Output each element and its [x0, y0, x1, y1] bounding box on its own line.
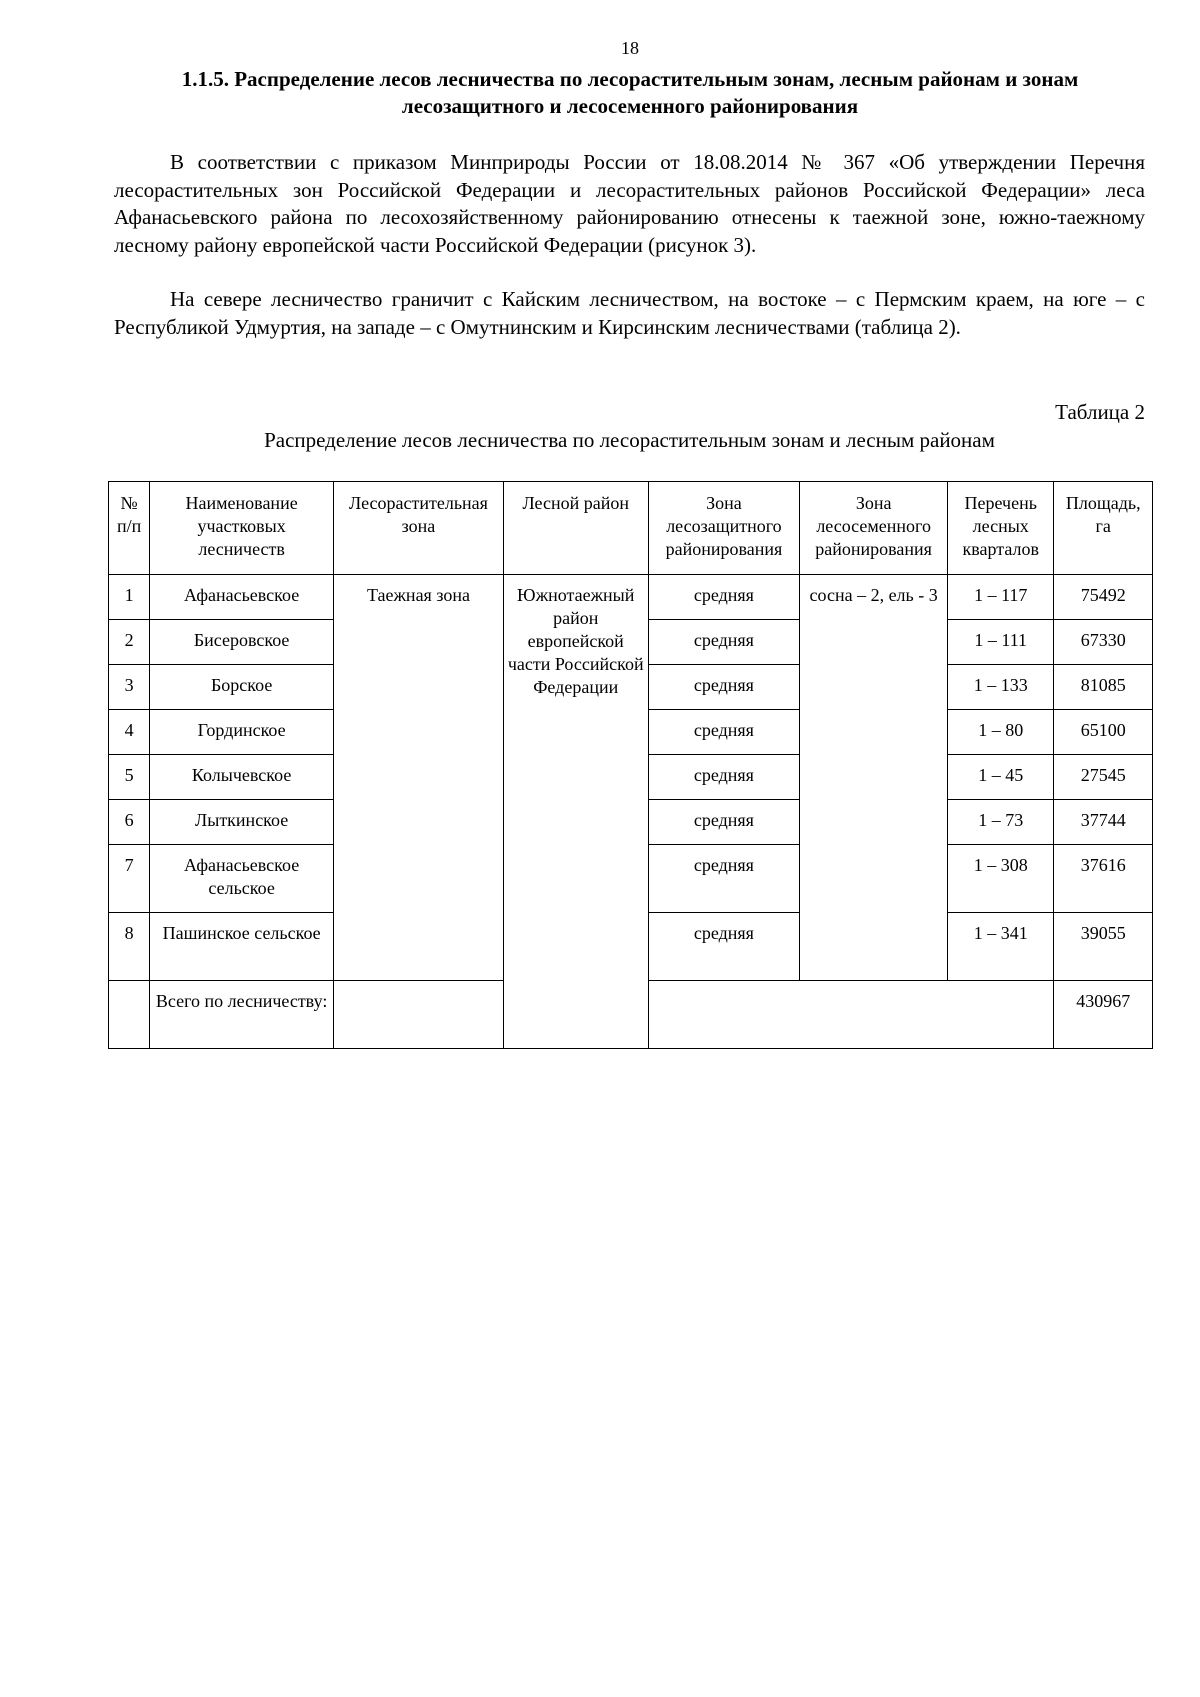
column-header: Перечень лесных кварталов: [947, 482, 1054, 575]
area: 27545: [1054, 755, 1153, 800]
quarters: 1 – 133: [947, 665, 1054, 710]
table-row: [109, 575, 1153, 620]
total-label: Всего по лесничеству:: [150, 981, 334, 1049]
table-row: [109, 710, 1153, 755]
forestry-name: Бисеровское: [150, 620, 334, 665]
protection-zone: средняя: [648, 800, 800, 845]
quarters: 1 – 73: [947, 800, 1054, 845]
forestry-name: Гординское: [150, 710, 334, 755]
quarters: 1 – 45: [947, 755, 1054, 800]
total-empty-span: [334, 981, 1054, 1049]
area: 81085: [1054, 665, 1153, 710]
protection-zone: средняя: [648, 665, 800, 710]
row-number: 7: [109, 845, 150, 913]
row-number: 1: [109, 575, 150, 620]
forestry-name: Лыткинское: [150, 800, 334, 845]
table-header-row: [109, 482, 1153, 575]
quarters: 1 – 341: [947, 913, 1054, 981]
quarters: 1 – 111: [947, 620, 1054, 665]
column-header: Зона лесосеменного районирования: [800, 482, 948, 575]
area: 67330: [1054, 620, 1153, 665]
paragraph: В соответствии с приказом Минприроды России от 18.08.2014 № 367 «Об утверждении Перечня лесорастительных зон Российской Федерации и лесорастительных районов Российской Федерации» леса Афанасьевского района по лесохозяйственному районированию отнесены к таежной зоне, южно-таежному лесному району европейской части Российской Федерации (рисунок 3).: [114, 150, 1145, 257]
forest-distribution-table: [108, 481, 1153, 1049]
table-title: Распределение лесов лесничества по лесорастительным зонам и лесным районам: [264, 428, 995, 452]
forestry-name: Афанасьевское: [150, 575, 334, 620]
page-number: 18: [621, 38, 639, 58]
area: 39055: [1054, 913, 1153, 981]
forest-district: Южнотаежный район европейской части Российской Федерации: [503, 575, 648, 710]
protection-zone: средняя: [648, 710, 800, 755]
row-number: 3: [109, 665, 150, 710]
column-header: Лесорастительная зона: [334, 482, 504, 575]
column-header: № п/п: [109, 482, 150, 575]
forestry-name: Пашинское сельское: [150, 913, 334, 981]
paragraph: На севере лесничество граничит с Кайским лесничеством, на востоке – с Пермским краем, на юге – с Республикой Удмуртия, на западе – с Омутнинским и Кирсинским лесничествами (таблица 2).: [114, 287, 1145, 339]
protection-zone: средняя: [648, 620, 800, 665]
quarters: 1 – 117: [947, 575, 1054, 620]
protection-zone: средняя: [648, 575, 800, 620]
row-number: 8: [109, 913, 150, 981]
section-heading: 1.1.5. Распределение лесов лесничества по лесорастительным зонам, лесным районам и зонам лесозащитного и лесосеменного районирования: [181, 67, 1079, 118]
row-number-empty: [109, 981, 150, 1049]
forestry-name: Колычевское: [150, 755, 334, 800]
protection-zone: средняя: [648, 913, 800, 981]
column-header: Наименование участковых лесничеств: [150, 482, 334, 575]
total-row: [109, 981, 1153, 1049]
seed-zone: сосна – 2, ель - 3: [800, 575, 948, 981]
forestry-name: Борское: [150, 665, 334, 710]
row-number: 6: [109, 800, 150, 845]
row-number: 5: [109, 755, 150, 800]
vegetation-zone: Таежная зона: [334, 575, 504, 981]
area: 37616: [1054, 845, 1153, 913]
forestry-name: Афанасьевское сельское: [150, 845, 334, 913]
row-number: 2: [109, 620, 150, 665]
column-header: Лесной район: [503, 482, 648, 575]
table-label: Таблица 2: [1055, 400, 1145, 424]
area: 37744: [1054, 800, 1153, 845]
area: 65100: [1054, 710, 1153, 755]
column-header: Площадь, га: [1054, 482, 1153, 575]
column-header: Зона лесозащитного районирования: [648, 482, 800, 575]
area: 75492: [1054, 575, 1153, 620]
protection-zone: средняя: [648, 755, 800, 800]
protection-zone: средняя: [648, 845, 800, 913]
quarters: 1 – 80: [947, 710, 1054, 755]
total-area: 430967: [1054, 981, 1153, 1049]
quarters: 1 – 308: [947, 845, 1054, 913]
row-number: 4: [109, 710, 150, 755]
